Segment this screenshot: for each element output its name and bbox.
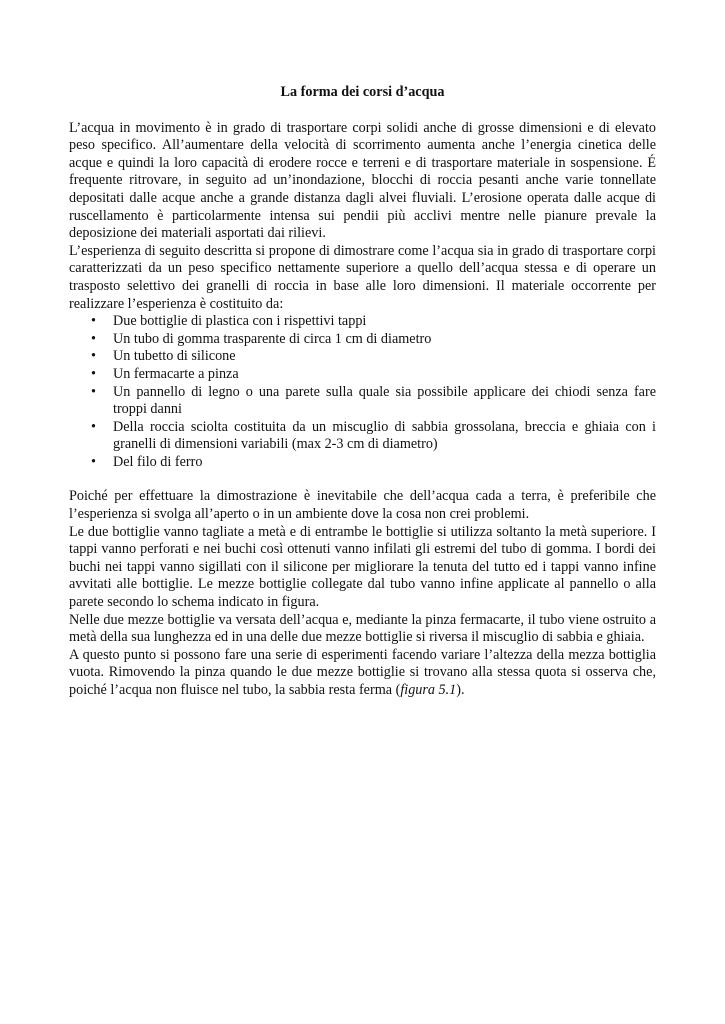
procedure-paragraph-2: Le due bottiglie vanno tagliate a metà e di entrambe le bottiglie si utilizza soltanto la metà superiore. I tappi vanno perforati e nei buchi così ottenuti vanno infilati gli estremi del tubo di gomma. I bordi dei buchi nei tappi vanno sigillati con il silicone per migliorare la tenuta del tutto ed i tappi vanno infine avvitati alle bottiglie. Le mezze bottiglie collegate dal tubo vanno infine applicate al pannello o alla parete secondo lo schema indicato in figura.	[69, 523, 656, 611]
intro-paragraph-2: L’esperienza di seguito descritta si propone di dimostrare come l’acqua sia in grado di trasportare corpi caratterizzati da un peso specifico nettamente superiore a quello dell’acqua stessa e di operare un trasposto selettivo dei granelli di roccia in base alle loro dimensioni. Il materiale occorrente per realizzare l’esperienza è costituito da:	[69, 242, 656, 312]
final-paragraph	[69, 647, 656, 700]
list-item	[69, 348, 656, 366]
document-page	[69, 84, 656, 700]
bullet-icon: •	[91, 348, 96, 365]
list-item-text: Della roccia sciolta costituita da un miscuglio di sabbia grossolana, breccia e ghiaia con i granelli di dimensioni variabili (max 2-3 cm di diametro)	[113, 418, 656, 453]
bullet-icon: •	[91, 418, 96, 435]
final-paragraph-text: A questo punto si possono fare una serie di esperimenti facendo variare l’altezza della mezza bottiglia vuota. Rimovendo la pinza quando le due mezze bottiglie si trovano alla stessa quota si osserva che, poiché l’acqua non fluisce nel tubo, la sabbia resta ferma (	[69, 646, 656, 698]
list-item	[69, 313, 656, 331]
list-item	[69, 331, 656, 349]
list-item	[69, 384, 656, 419]
list-item-text: Un tubo di gomma trasparente di circa 1 cm di diametro	[113, 330, 432, 347]
list-item-text: Un fermacarte a pinza	[113, 365, 239, 382]
document-title: La forma dei corsi d’acqua	[280, 84, 445, 100]
list-item	[69, 419, 656, 454]
bullet-icon: •	[91, 365, 96, 382]
list-item	[69, 454, 656, 472]
procedure-paragraph-1: Poiché per effettuare la dimostrazione è inevitabile che dell’acqua cada a terra, è preferibile che l’esperienza si svolga all’aperto o in un ambiente dove la cosa non crei problemi.	[69, 488, 656, 523]
intro-paragraph-1: L’acqua in movimento è in grado di trasportare corpi solidi anche di grosse dimensioni e di elevato peso specifico. All’aumentare della velocità di scorrimento aumenta anche l’energia cinetica delle acque e quindi la loro capacità di erodere rocce e terreni e di trasportare materiale in sospensione. É frequente ritrovare, in seguito ad un’inondazione, blocchi di roccia pesanti anche varie tonnellate depositati dalle acque anche a grande distanza dagli alvei fluviali. L’erosione operata dalle acque di ruscellamento è particolarmente intensa sui pendii più acclivi mentre nelle pianure prevale la deposizione dei materiali asportati dai rilievi.	[69, 119, 656, 242]
final-paragraph-closing: ).	[456, 682, 465, 698]
bullet-icon: •	[91, 453, 96, 470]
procedure-paragraph-3: Nelle due mezze bottiglie va versata dell’acqua e, mediante la pinza fermacarte, il tubo viene ostruito a metà della sua lunghezza ed in una delle due mezze bottiglie si riversa il miscuglio di sabbia e ghiaia.	[69, 611, 656, 646]
list-item-text: Un pannello di legno o una parete sulla quale sia possibile applicare dei chiodi senza fare troppi danni	[113, 383, 656, 418]
list-item	[69, 366, 656, 384]
bullet-icon: •	[91, 330, 96, 347]
list-item-text: Un tubetto di silicone	[113, 348, 236, 365]
paragraph-spacer	[69, 471, 656, 488]
list-item-text: Due bottiglie di plastica con i rispettivi tappi	[113, 313, 367, 330]
bullet-icon: •	[91, 313, 96, 330]
figure-reference: figura 5.1	[400, 682, 457, 698]
materials-list	[69, 313, 656, 471]
bullet-icon: •	[91, 383, 96, 400]
list-item-text: Del filo di ferro	[113, 453, 203, 470]
